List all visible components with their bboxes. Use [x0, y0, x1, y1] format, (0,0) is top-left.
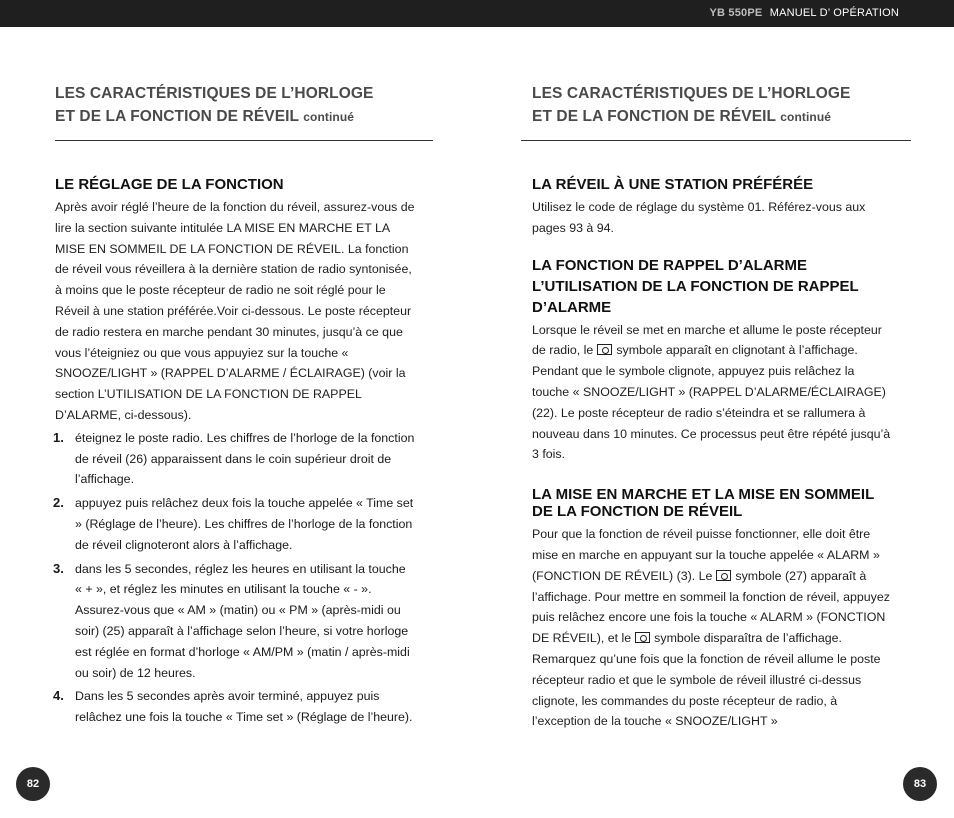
heading-line-2-text: ET DE LA FONCTION DE RÉVEIL: [532, 108, 776, 125]
right-divider: [521, 140, 911, 141]
header-bar: [0, 0, 954, 27]
step-number: 4.: [53, 688, 64, 704]
preferred-station-paragraph: Utilisez le code de réglage du système 01. Référez-vous aux pages 93 à 94.: [532, 200, 866, 235]
snooze-text-a: Lorsque le réveil se met en marche et allume le poste récepteur de radio, le: [532, 322, 882, 358]
right-page: [532, 82, 892, 732]
step-text: éteignez le poste radio. Les chiffres de l’horloge de la fonction de réveil (26) apparaissent dans le coin supérieur droit de l’affichage.: [75, 430, 415, 487]
heading-line-2: [532, 105, 892, 129]
snooze-text-b: symbole apparaît en clignotant à l’affichage. Pendant que le symbole clignote, appuyez puis relâchez la touche « SNOOZE/LIGHT » (RAPPEL D’ALARME/ÉCLAIRAGE) (22). Le poste récepteur de radio s’éteindra et se rallumera à nouveau dans 10 minutes. Ce processus peut être répété jusqu’à 3 fois.: [532, 343, 891, 462]
continued-label: continué: [303, 110, 355, 124]
section-title: LE RÉGLAGE DE LA FONCTION: [55, 176, 284, 193]
step-item: [55, 686, 415, 728]
header-text: [709, 7, 899, 19]
manual-title: MANUEL D’ OPÉRATION: [769, 7, 899, 19]
alarm-symbol-icon: [635, 632, 650, 643]
step-text: dans les 5 secondes, réglez les heures en utilisant la touche « + », et réglez les minutes en utilisant la touche « - ». Assurez-vous que « AM » (matin) ou « PM » (après-midi ou soir) (25) apparaît à l’affichage selon l’heure, si votre horloge est réglée en format d’horloge « AM/PM » (matin / après-midi ou soir) de 12 heures.: [75, 561, 410, 680]
heading-line-2-text: ET DE LA FONCTION DE RÉVEIL: [55, 108, 299, 125]
left-divider: [55, 140, 433, 141]
step-list: [55, 428, 415, 728]
right-page-heading: [532, 82, 892, 129]
heading-line-1: LES CARACTÉRISTIQUES DE L’HORLOGE: [55, 85, 374, 102]
alarm-symbol-icon: [597, 344, 612, 355]
step-item: [55, 493, 415, 555]
left-page-heading: [55, 82, 415, 129]
heading-line-2: [55, 105, 415, 129]
left-page: [55, 82, 415, 731]
page-number-left: 82: [16, 767, 50, 801]
page-number-right: 83: [903, 767, 937, 801]
continued-label: continué: [780, 110, 832, 124]
step-text: Dans les 5 secondes après avoir terminé, appuyez puis relâchez une fois la touche « Time set » (Réglage de l’heure).: [75, 689, 413, 725]
model-name: YB 550PE: [709, 7, 763, 19]
alarm-symbol-icon: [716, 570, 731, 581]
step-number: 1.: [53, 429, 64, 445]
alarm-text-a: Pour que la fonction de réveil puisse fonctionner, elle doit être mise en marche en appuyant sur la touche appelée « ALARM » (FONCTION DE RÉVEIL) (3). Le: [532, 527, 880, 583]
section-title-snooze: LA FONCTION DE RAPPEL D’ALARME L’UTILISATION DE LA FONCTION DE RAPPEL D’ALARME: [532, 256, 859, 316]
section-title-alarm-on-off: LA MISE EN MARCHE ET LA MISE EN SOMMEIL DE LA FONCTION DE RÉVEIL: [532, 486, 874, 521]
step-number: 2.: [53, 495, 64, 511]
snooze-paragraph: [532, 320, 892, 466]
step-text: appuyez puis relâchez deux fois la touche appelée « Time set » (Réglage de l’heure). Les chiffres de l’horloge de la fonction de réveil clignoteront alors à l’affichage.: [75, 496, 414, 552]
alarm-on-off-paragraph: [532, 524, 892, 732]
step-number: 3.: [53, 560, 64, 576]
step-item: [55, 559, 415, 684]
alarm-text-b: symbole (27) apparaît à l’affichage. Pour mettre en sommeil la fonction de réveil, appuyez puis relâchez encore une fois la touche « ALARM » (FONCTION DE RÉVEIL), et le: [532, 568, 890, 646]
intro-paragraph: Après avoir réglé l’heure de la fonction du réveil, assurez-vous de lire la section suivante intitulée LA MISE EN MARCHE ET LA MISE EN SOMMEIL DE LA FONCTION DE RÉVEIL. La fonction de réveil vous réveillera à la dernière station de radio syntonisée, à moins que le poste récepteur de radio ne soit réglé pour le Réveil à une station préférée.Voir ci-dessous. Le poste récepteur de radio restera en marche pendant 30 minutes, jusqu’à ce que vous l’éteigniez ou que vous appuyiez sur la touche « SNOOZE/LIGHT » (RAPPEL D’ALARME / ÉCLAIRAGE) (voir la section L’UTILISATION DE LA FONCTION DE RAPPEL D’ALARME, ci-dessous).: [55, 200, 415, 422]
alarm-text-c: symbole disparaîtra de l’affichage. Remarquez qu’une fois que la fonction de réveil allume le poste récepteur radio et que le symbole de réveil illustré ci-dessus clignote, les commandes du poste récepteur de radio, à l’exception de la touche « SNOOZE/LIGHT »: [532, 631, 881, 729]
heading-line-1: LES CARACTÉRISTIQUES DE L’HORLOGE: [532, 85, 851, 102]
step-item: [55, 428, 415, 490]
section-title-preferred-station: LA RÉVEIL À UNE STATION PRÉFÉRÉE: [532, 176, 814, 193]
